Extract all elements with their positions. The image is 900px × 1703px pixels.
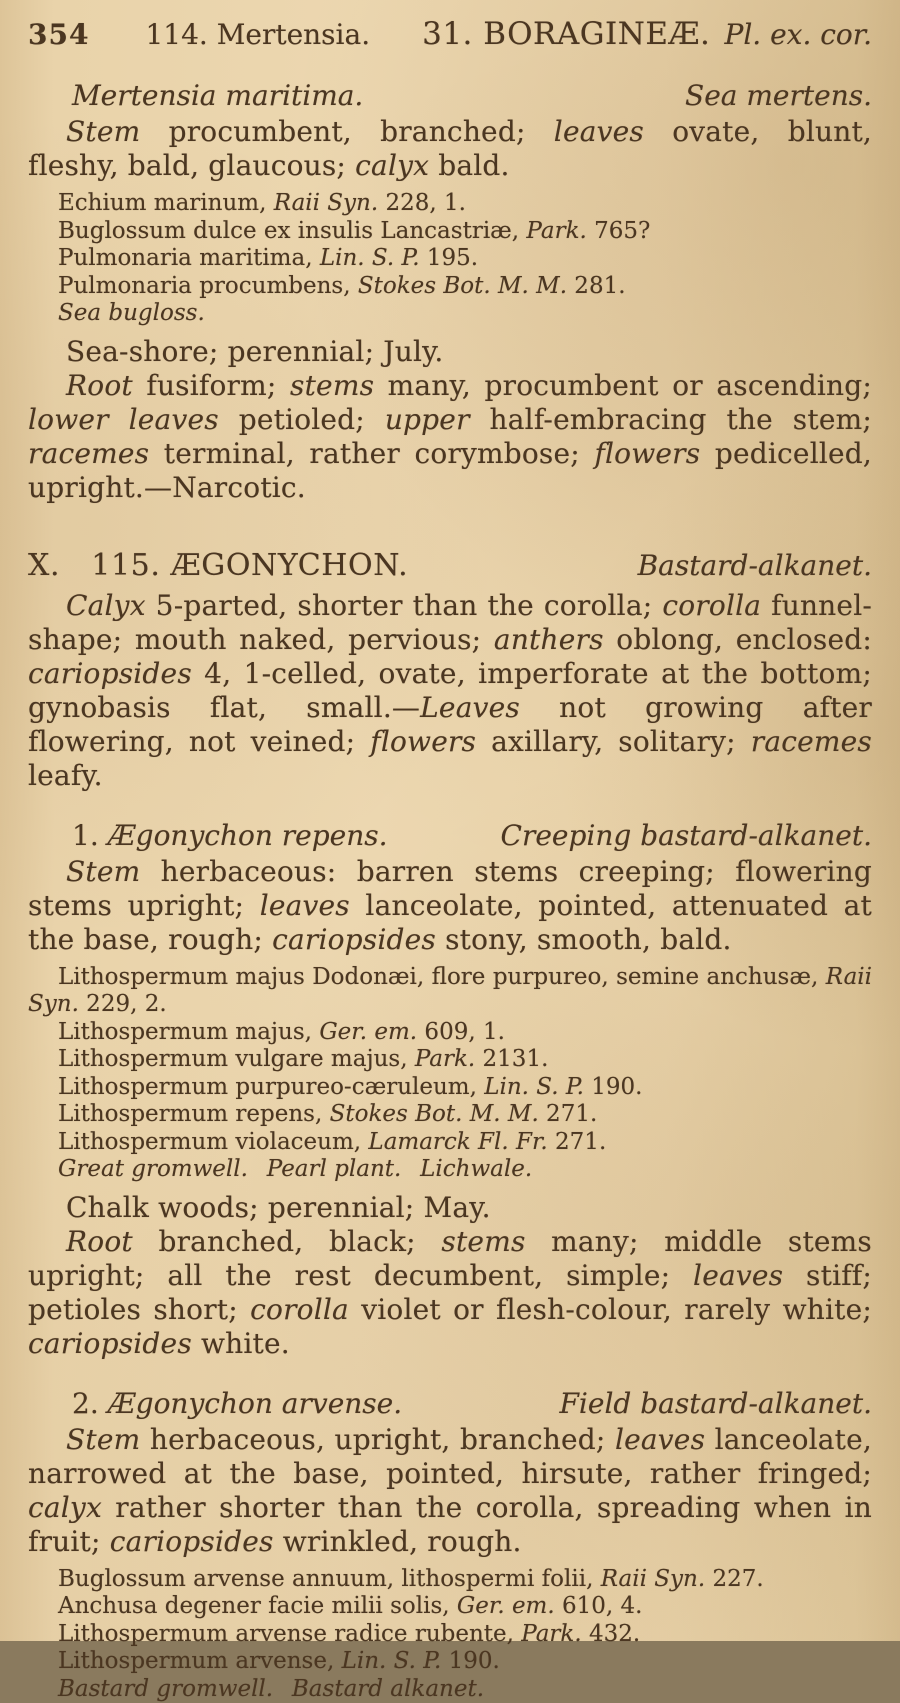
mertensia-maritima-common-name: Sea mertens. [685, 79, 872, 113]
synonym-line: Pulmonaria procumbens, Stokes Bot. M. M. 281. [28, 273, 872, 301]
synonym-line: Pulmonaria maritima, Lin. S. P. 195. [28, 245, 872, 273]
synonym-line: Echium marinum, Raii Syn. 228, 1. [28, 190, 872, 218]
synonym-list [28, 964, 872, 1184]
page-body [28, 79, 872, 1703]
mertensia-maritima-name: Mertensia maritima. [72, 79, 363, 113]
aegonychon-arvense-name: 2. Ægonychon arvense. [72, 1387, 402, 1421]
paragraph: Stem procumbent, branched; leaves ovate, blunt, fleshy, bald, glaucous; calyx bald. [28, 115, 872, 183]
running-title-order: 31. BORAGINEÆ. [422, 16, 710, 52]
paragraph: Chalk woods; perennial; May. [28, 1191, 872, 1225]
aegonychon-name: X. 115. ÆGONYCHON. [28, 549, 408, 583]
synonym-line: Buglossum dulce ex insulis Lancastriæ, Park. 765? [28, 218, 872, 246]
paragraph: Sea-shore; perennial; July. [28, 335, 872, 369]
synonym-line: Lithospermum purpureo-cæruleum, Lin. S. P. 190. [28, 1074, 872, 1102]
synonym-line: Buglossum arvense annuum, lithospermi folii, Raii Syn. 227. [28, 1566, 872, 1594]
aegonychon-repens-common-name: Creeping bastard-alkanet. [501, 819, 872, 853]
paragraph: Root fusiform; stems many, procumbent or ascending; lower leaves petioled; upper half-embracing the stem; racemes terminal, rather corymbose; flowers pedicelled, upright.—Narcotic. [28, 369, 872, 505]
synonym-line: Lithospermum arvense radice rubente, Park. 432. [28, 1621, 872, 1649]
paragraph: Root branched, black; stems many; middle stems upright; all the rest decumbent, simple; leaves stiff; petioles short; corolla violet or flesh-colour, rarely white; cariopsides white. [28, 1225, 872, 1361]
synonym-line: Sea bugloss. [28, 300, 872, 328]
paragraph: Calyx 5-parted, shorter than the corolla; corolla funnel-shape; mouth naked, pervious; anthers oblong, enclosed: cariopsides 4, 1-celled, ovate, imperforate at the bottom; gynobasis flat, small.—Leaves not growing after flowering, not veined; flowers axillary, solitary; racemes leafy. [28, 589, 872, 793]
synonym-line: Lithospermum repens, Stokes Bot. M. M. 271. [28, 1101, 872, 1129]
synonym-list [28, 1566, 872, 1703]
aegonychon-repens-heading [28, 819, 872, 853]
synonym-line: Great gromwell. Pearl plant. Lichwale. [28, 1156, 872, 1184]
mertensia-maritima-heading [28, 79, 872, 113]
page-number: 354 [28, 17, 89, 53]
page-header [28, 16, 872, 53]
synonym-line: Lithospermum vulgare majus, Park. 2131. [28, 1046, 872, 1074]
synonym-line: Anchusa degener facie milii solis, Ger. em. 610, 4. [28, 1593, 872, 1621]
aegonychon-repens-name: 1. Ægonychon repens. [72, 819, 388, 853]
synonym-list [28, 190, 872, 328]
aegonychon-arvense-heading [28, 1387, 872, 1421]
running-title-genus: 114. Mertensia. [145, 17, 370, 53]
paragraph: Stem herbaceous, upright, branched; leaves lanceolate, narrowed at the base, pointed, hirsute, rather fringed; calyx rather shorter than the corolla, spreading when in fruit; cariopsides wrinkled, rough. [28, 1423, 872, 1559]
synonym-line: Lithospermum majus, Ger. em. 609, 1. [28, 1019, 872, 1047]
synonym-line: Lithospermum majus Dodonæi, flore purpureo, semine anchusæ, Raii Syn. 229, 2. [28, 964, 872, 1019]
synonym-line: Lithospermum violaceum, Lamarck Fl. Fr. 271. [28, 1129, 872, 1157]
running-title-signature: Pl. ex. cor. [724, 17, 872, 53]
synonym-line: Bastard gromwell. Bastard alkanet. [28, 1676, 872, 1703]
synonym-line: Lithospermum arvense, Lin. S. P. 190. [28, 1648, 872, 1676]
aegonychon-arvense-common-name: Field bastard-alkanet. [560, 1387, 873, 1421]
aegonychon-common-name: Bastard-alkanet. [638, 549, 872, 583]
paragraph: Stem herbaceous: barren stems creeping; flowering stems upright; leaves lanceolate, pointed, attenuated at the base, rough; cariopsides stony, smooth, bald. [28, 855, 872, 957]
aegonychon-heading [28, 549, 872, 583]
